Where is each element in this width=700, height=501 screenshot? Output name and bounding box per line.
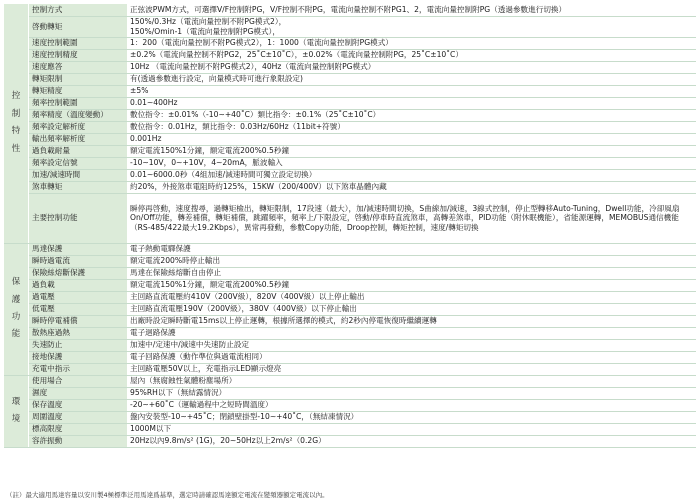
spec-value-line: 額定電流150%1分鐘，額定電流200%0.5秒鐘 (130, 146, 290, 156)
spec-label: 瞬時過電流 (29, 255, 128, 267)
spec-row (4, 255, 696, 267)
spec-value (127, 423, 696, 435)
spec-label: 轉矩精度 (29, 85, 128, 97)
spec-row (4, 193, 696, 243)
spec-value (127, 169, 696, 181)
spec-value-line: 電子回路保護（動作準位與過電流相同） (130, 352, 267, 362)
section-category-char: 特 (11, 126, 21, 137)
spec-value-line: 主回路電壓50V以上，充電指示LED顯示燈亮 (130, 364, 282, 374)
spec-value (127, 181, 696, 193)
spec-row (4, 375, 696, 387)
spec-row (4, 363, 696, 375)
spec-row (4, 387, 696, 399)
section-category-char: 境 (11, 414, 21, 424)
spec-value-line: 150%/0.3Hz（電流向量控制不附PG模式2）， (130, 17, 287, 27)
spec-value (127, 315, 696, 327)
spec-label: 頻率設定信號 (29, 157, 128, 169)
spec-label: 保險絲熔斷保護 (29, 267, 128, 279)
spec-value (127, 399, 696, 411)
spec-value-line: 20Hz以內9.8m/s² (1G)，20~50Hz以上2m/s²（0.2G） (130, 436, 326, 446)
spec-label: 保存溫度 (29, 399, 128, 411)
spec-label: 容許振動 (29, 435, 128, 447)
spec-value (127, 121, 696, 133)
spec-label: 接地保護 (29, 351, 128, 363)
section-category-char: 保 (11, 277, 21, 288)
spec-row (4, 16, 696, 37)
spec-label: 失速防止 (29, 339, 128, 351)
spec-value-line: 電子熱動電驛保護 (130, 244, 191, 254)
spec-value-line: 瞬停再啓動，速度搜尋，過轉矩檢出，轉矩限制，17段速（最大），加/減速時間切換，S曲線加/減速，3線式控制，停止型轉移Auto-Tuning，Dwell功能，冷卻風扇On/Off功能，轉差補償，轉矩補償，跳躍頻率，頻率上/下限設定，啓動/停車時直流煞車，高轉差煞車，PID功能（附休眠機能），省能源運轉，MEMOBUS通信機能（RS-485/422最大19.2Kbps），異常再發動，參數Copy功能，Droop控制，轉矩控制，速度/轉矩切換 (130, 203, 680, 232)
spec-value-line: ±0.2%（電流向量控制不附PG2，25˚C±10˚C），±0.02%（電流向量控制附PG，25˚C±10˚C） (130, 50, 463, 60)
spec-value-line: ±5% (130, 86, 149, 96)
spec-value-line: 主回路直流電壓190V（200V級），380V（400V級）以下停止輸出 (130, 304, 357, 314)
spec-value-line: 0.01~6000.0秒（4組加速/減速時間可獨立設定切換） (130, 170, 317, 180)
section-category (4, 375, 29, 447)
spec-row (4, 4, 696, 16)
spec-value-line: 0.01~400Hz (130, 98, 178, 108)
spec-label: 過負載 (29, 279, 128, 291)
spec-row (4, 267, 696, 279)
spec-label: 頻率設定解析度 (29, 121, 128, 133)
spec-value-line: 額定電流150%1分鐘，額定電流200%0.5秒鐘 (130, 280, 290, 290)
spec-label: 過負載耐量 (29, 145, 128, 157)
spec-value (127, 387, 696, 399)
spec-value (127, 375, 696, 387)
spec-value (127, 255, 696, 267)
spec-row (4, 339, 696, 351)
section-category-char: 制 (11, 108, 21, 119)
spec-value-line: 數位指令：0.01Hz，類比指令：0.03Hz/60Hz（11bit+符號） (130, 122, 345, 132)
spec-value (127, 145, 696, 157)
spec-value-line: 有(透過參數進行設定，向量模式時可進行象限設定) (130, 74, 303, 84)
spec-row (4, 351, 696, 363)
spec-label: 輸出頻率解析度 (29, 133, 128, 145)
footnote: （註）最大適用馬達容量以安川製4極標準泛用馬達爲基準，選定時請確認馬達額定電流在變頻器額定電流以內。 (6, 491, 329, 499)
spec-value (127, 109, 696, 121)
spec-label: 頻率控制範圍 (29, 97, 128, 109)
section-category-char: 控 (11, 91, 21, 102)
spec-value (127, 193, 696, 243)
spec-row (4, 279, 696, 291)
spec-value (127, 16, 696, 37)
spec-row (4, 109, 696, 121)
spec-label: 頻率精度（溫度變動） (29, 109, 128, 121)
spec-value (127, 157, 696, 169)
spec-row (4, 49, 696, 61)
spec-value (127, 4, 696, 16)
section-category-char: 環 (11, 396, 21, 407)
spec-row (4, 157, 696, 169)
spec-row (4, 243, 696, 255)
spec-value (127, 133, 696, 145)
spec-value-line: 電子迴路保護 (130, 328, 176, 338)
spec-row (4, 423, 696, 435)
spec-value (127, 327, 696, 339)
spec-label: 速度控制範圍 (29, 37, 128, 49)
spec-label: 馬達保護 (29, 243, 128, 255)
spec-label: 標高限度 (29, 423, 128, 435)
specification-table (4, 4, 696, 448)
spec-value-line: 150%/Omin-1（電流向量控制附PG模式）， (130, 26, 280, 36)
spec-value (127, 363, 696, 375)
spec-value-line: 馬達在保險絲熔斷自由停止 (130, 268, 222, 278)
spec-label: 主要控制功能 (29, 193, 128, 243)
spec-value-line: 0.001Hz (130, 134, 162, 144)
spec-label: 轉矩限制 (29, 73, 128, 85)
spec-label: 煞車轉矩 (29, 181, 128, 193)
spec-label: 低電壓 (29, 303, 128, 315)
spec-value (127, 267, 696, 279)
spec-row (4, 315, 696, 327)
spec-value-line: -10~10V，0~+10V，4~20mA，脈波輸入 (130, 158, 283, 168)
spec-row (4, 73, 696, 85)
spec-value-line: 數位指令：±0.01%（-10~+40˚C）類比指令：±0.1%（25˚C±10˚C） (130, 110, 381, 120)
spec-label: 周圍溫度 (29, 411, 128, 423)
section-category-char: 能 (11, 329, 21, 340)
spec-label: 啓動轉矩 (29, 16, 128, 37)
spec-value-line: -20~+60˚C（運輸過程中之短時間溫度） (130, 400, 273, 410)
spec-label: 濕度 (29, 387, 128, 399)
spec-value-line: 10Hz （電流向量控制不附PG模式2），40Hz（電流向量控制附PG模式） (130, 62, 376, 72)
spec-value (127, 435, 696, 447)
spec-label: 速度控制精度 (29, 49, 128, 61)
spec-value-line: 約20%，外接煞車電阻時約125%，15KW（200/400V）以下煞車晶體內藏 (130, 182, 387, 192)
spec-row (4, 435, 696, 447)
spec-row (4, 291, 696, 303)
spec-value (127, 49, 696, 61)
spec-row (4, 85, 696, 97)
spec-value (127, 97, 696, 109)
spec-value (127, 73, 696, 85)
spec-label: 散熱座過熱 (29, 327, 128, 339)
spec-row (4, 303, 696, 315)
spec-label: 使用場合 (29, 375, 128, 387)
spec-row (4, 181, 696, 193)
spec-value (127, 61, 696, 73)
spec-value (127, 291, 696, 303)
spec-row (4, 37, 696, 49)
spec-label: 瞬時停電補償 (29, 315, 128, 327)
spec-value-line: 95%RH以下（無結露情況） (130, 388, 227, 398)
spec-value-line: 加速中/定速中/減速中失速防止設定 (130, 340, 250, 350)
spec-row (4, 411, 696, 423)
spec-value (127, 303, 696, 315)
section-category-char: 護 (11, 294, 21, 305)
spec-label: 過電壓 (29, 291, 128, 303)
spec-label: 速度應答 (29, 61, 128, 73)
spec-value-line: 盤內安裝型-10~+45˚C；閉鎖壁掛型-10~+40˚C，（無結凍情況） (130, 412, 359, 422)
spec-label: 加速/減速時間 (29, 169, 128, 181)
spec-row (4, 133, 696, 145)
spec-value (127, 351, 696, 363)
spec-value (127, 279, 696, 291)
spec-row (4, 61, 696, 73)
spec-label: 控制方式 (29, 4, 128, 16)
spec-value-line: 1000M以下 (130, 424, 172, 434)
spec-value-line: 正弦波PWM方式，可選擇V/F控制附PG，V/F控制不附PG，電流向量控制不附PG1、2，電流向量控制附PG（透過參數進行切換） (130, 5, 567, 14)
spec-value-line: 主回路直流電壓約410V（200V級），820V（400V級）以上停止輸出 (130, 292, 365, 302)
spec-value (127, 339, 696, 351)
spec-row (4, 97, 696, 109)
spec-value (127, 85, 696, 97)
spec-row (4, 327, 696, 339)
section-category-char: 功 (11, 312, 21, 322)
section-category-char: 性 (11, 143, 21, 154)
spec-row (4, 169, 696, 181)
section-category (4, 4, 29, 243)
spec-value-line: 1：200（電流向量控制不附PG模式2），1：1000（電流向量控制附PG模式） (130, 38, 393, 48)
spec-value (127, 243, 696, 255)
spec-row (4, 399, 696, 411)
spec-value-line: 出廠時設定瞬時斷電15ms以上停止運轉，根據所選擇的模式，約2秒內停電恢復時繼續運轉 (130, 316, 437, 326)
spec-label: 充電中指示 (29, 363, 128, 375)
spec-value-line: 額定電流200%時停止輸出 (130, 256, 221, 266)
spec-row (4, 145, 696, 157)
spec-value (127, 37, 696, 49)
spec-row (4, 121, 696, 133)
spec-value-line: 屋內（無腐蝕性氣體粉塵場所） (130, 376, 237, 386)
spec-value (127, 411, 696, 423)
section-category (4, 243, 29, 375)
